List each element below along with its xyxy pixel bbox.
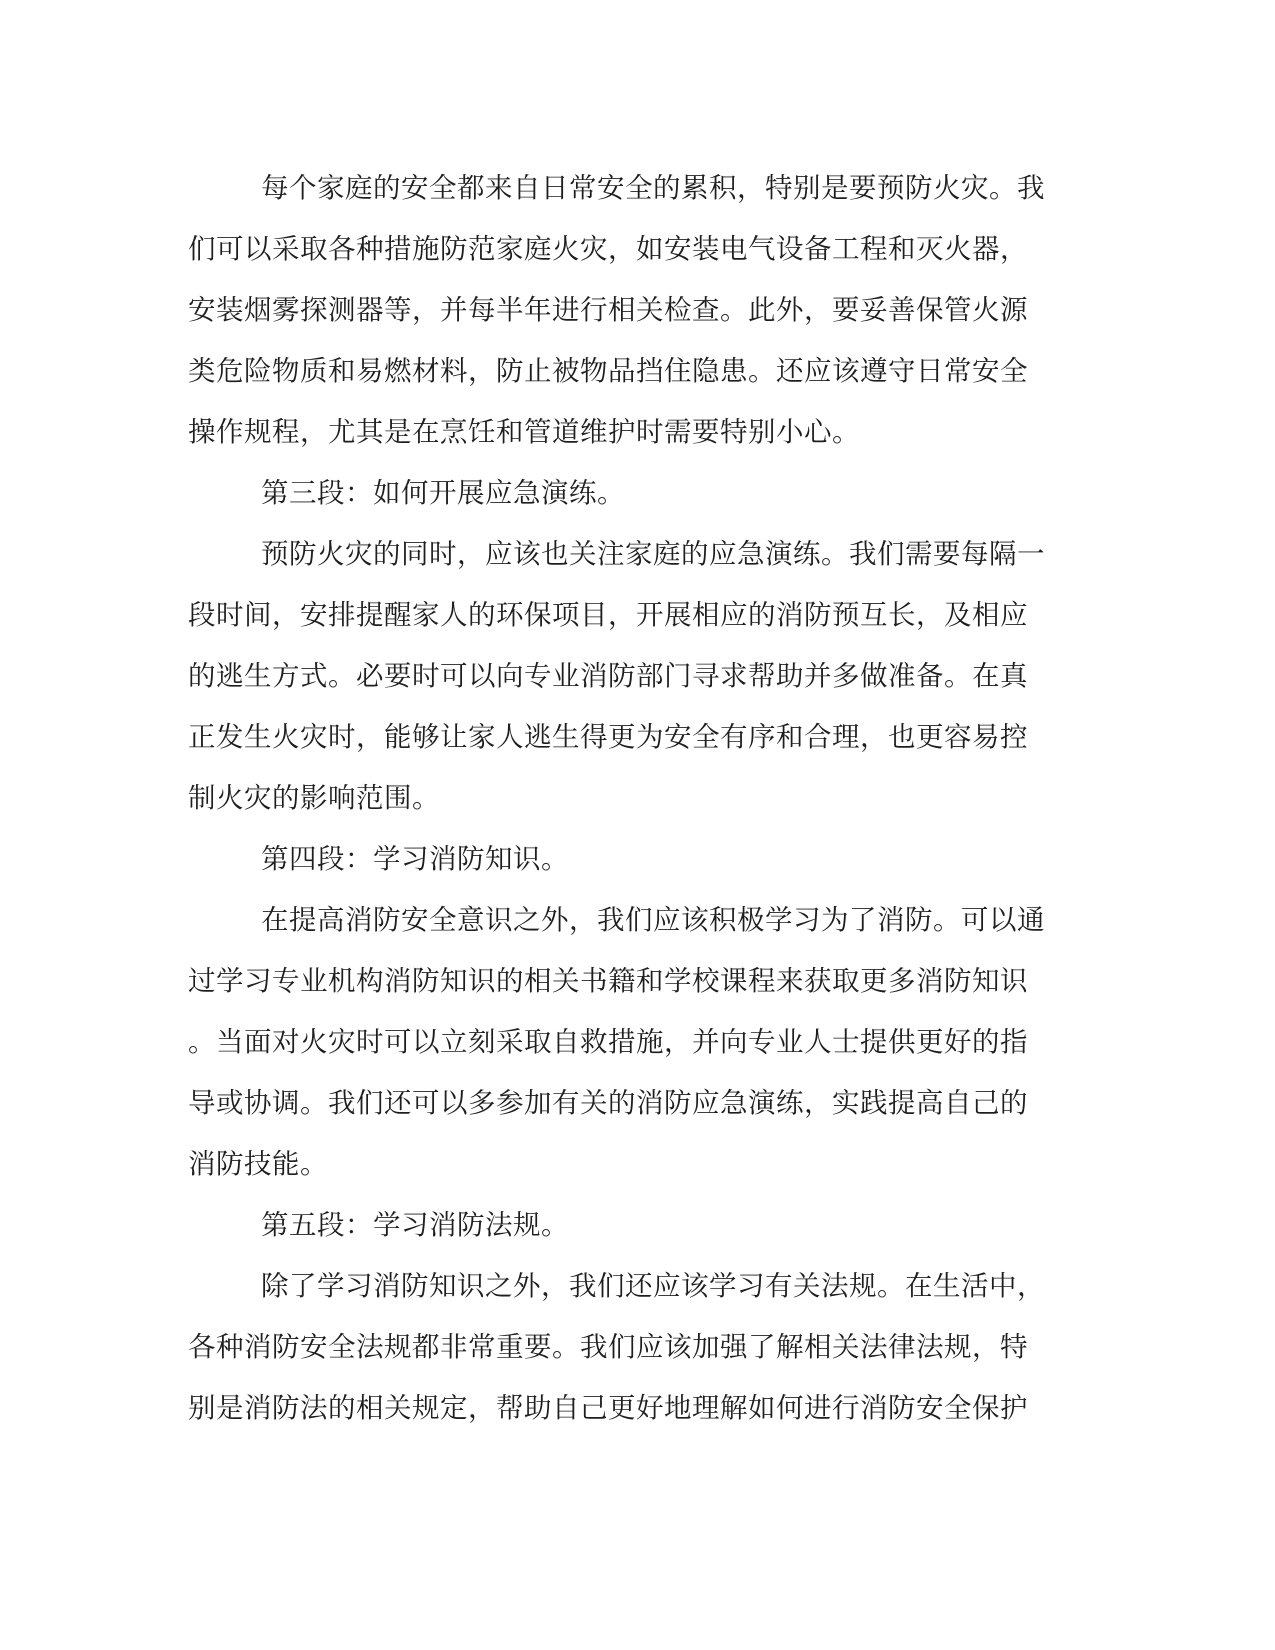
paragraph-line: 过学习专业机构消防知识的相关书籍和学校课程来获取更多消防知识 — [188, 965, 1028, 997]
paragraph-line: 操作规程，尤其是在烹饪和管道维护时需要特别小心。 — [188, 416, 860, 448]
paragraph-line: 安装烟雾探测器等，并每半年进行相关检查。此外，要妥善保管火源 — [188, 294, 1028, 326]
paragraph-line: 在提高消防安全意识之外，我们应该积极学习为了消防。可以通 — [261, 904, 1045, 936]
paragraph-line: 消防技能。 — [188, 1148, 328, 1180]
paragraph-line: 正发生火灾时，能够让家人逃生得更为安全有序和合理，也更容易控 — [188, 721, 1028, 753]
document-body — [188, 158, 1073, 1439]
paragraph-line: 预防火灾的同时，应该也关注家庭的应急演练。我们需要每隔一 — [261, 538, 1045, 570]
paragraph-line: 。当面对火灾时可以立刻采取自救措施，并向专业人士提供更好的指 — [188, 1026, 1028, 1058]
paragraph-line: 除了学习消防知识之外，我们还应该学习有关法规。在生活中， — [261, 1270, 1045, 1302]
section-heading-3: 第三段：如何开展应急演练。 — [261, 477, 625, 509]
section-heading-4: 第四段：学习消防知识。 — [261, 843, 569, 875]
paragraph-line: 类危险物质和易燃材料，防止被物品挡住隐患。还应该遵守日常安全 — [188, 355, 1028, 387]
paragraph-line: 制火灾的影响范围。 — [188, 782, 440, 814]
paragraph-line: 的逃生方式。必要时可以向专业消防部门寻求帮助并多做准备。在真 — [188, 660, 1028, 692]
paragraph-line: 导或协调。我们还可以多参加有关的消防应急演练，实践提高自己的 — [188, 1087, 1028, 1119]
section-heading-5: 第五段：学习消防法规。 — [261, 1209, 569, 1241]
paragraph-line: 段时间，安排提醒家人的环保项目，开展相应的消防预互长，及相应 — [188, 599, 1028, 631]
paragraph-line: 每个家庭的安全都来自日常安全的累积，特别是要预防火灾。我 — [261, 172, 1045, 204]
paragraph-line: 们可以采取各种措施防范家庭火灾，如安装电气设备工程和灭火器， — [188, 233, 1028, 265]
paragraph-line: 别是消防法的相关规定，帮助自己更好地理解如何进行消防安全保护 — [188, 1392, 1028, 1424]
paragraph-line: 各种消防安全法规都非常重要。我们应该加强了解相关法律法规，特 — [188, 1331, 1028, 1363]
